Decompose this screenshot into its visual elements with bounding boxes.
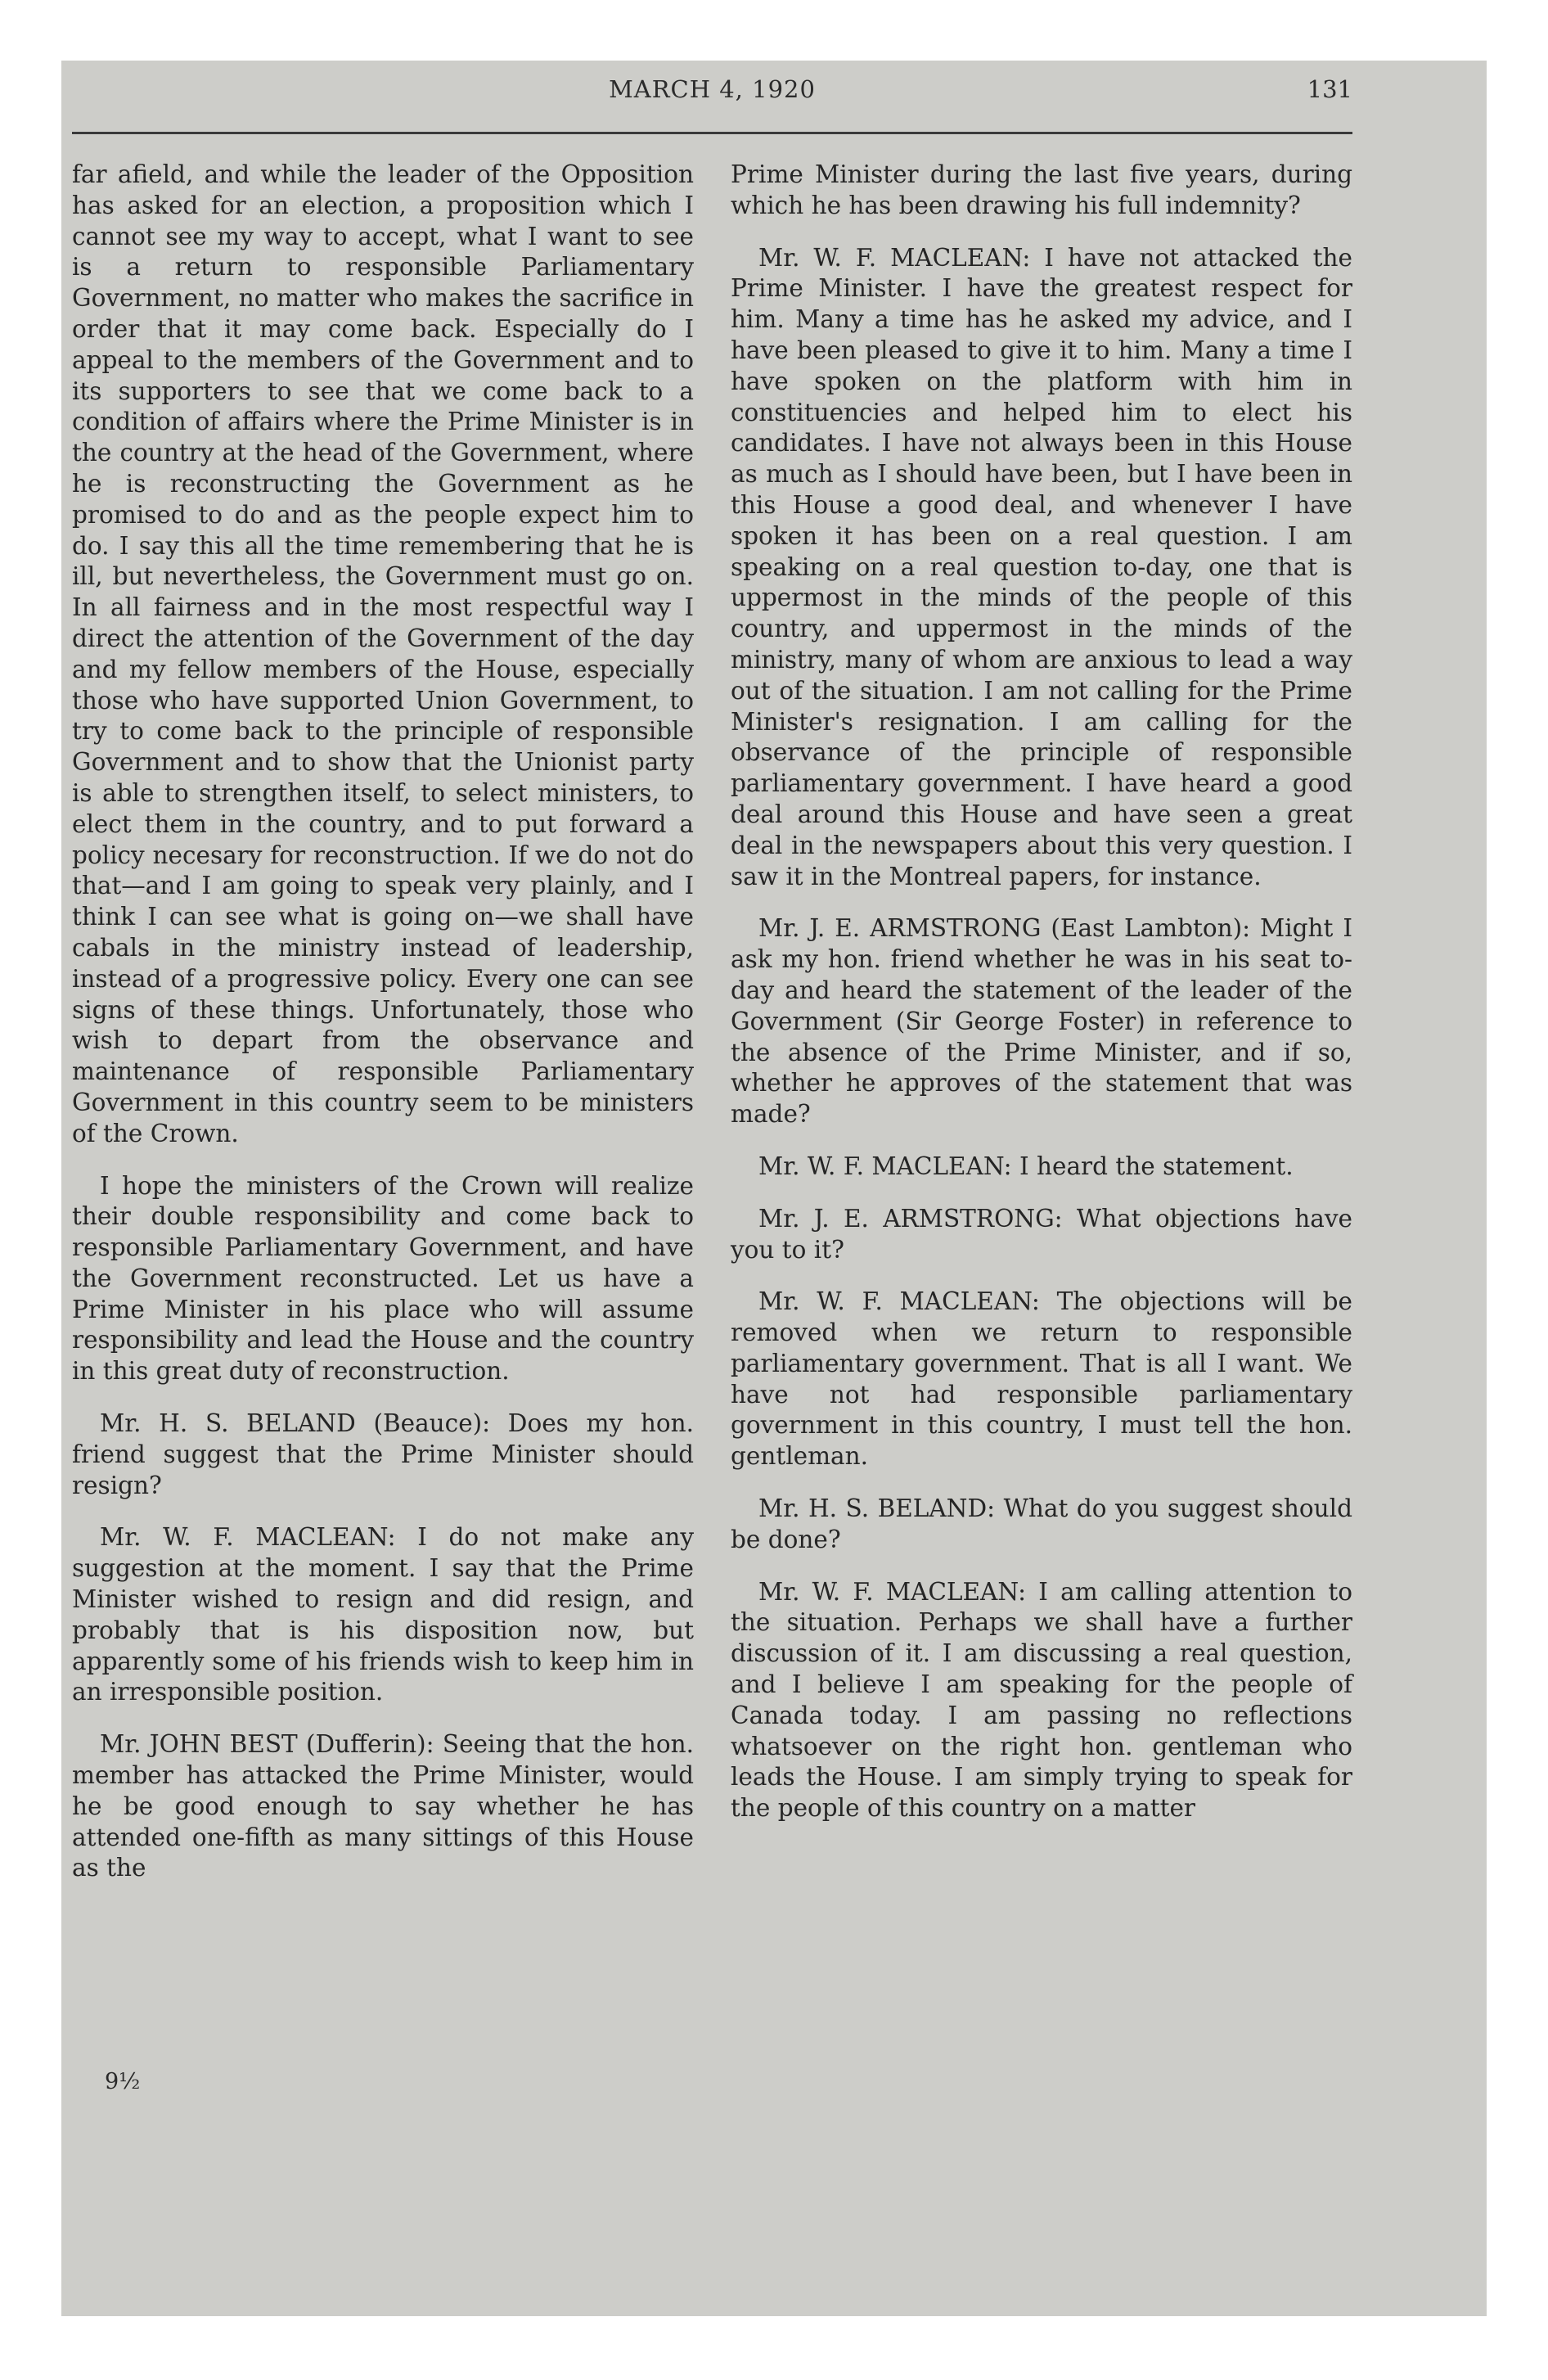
- paragraph: Mr. W. F. MACLEAN: The objections will be removed when we return to responsible parliamentary government. That is all I want. We have not had responsible parliamentary government in this country, I must tell the hon. gentleman.: [731, 1287, 1352, 1471]
- paragraph: far afield, and while the leader of the Opposition has asked for an election, a proposition which I cannot see my way to accept, what I want to see is a return to responsible Parliamentary Government, no matter who makes the sacrifice in order that it may come back. Especially do I appeal to the members of the Government and to its supporters to see that we come back to a condition of affairs where the Prime Minister is in the country at the head of the Government, where he is reconstructing the Government as he promised to do and as the people expect him to do. I say this all the time remembering that he is ill, but nevertheless, the Government must go on. In all fairness and in the most respectful way I direct the attention of the Government of the day and my fellow members of the House, especially those who have supported Union Government, to try to come back to the principle of responsible Government and to show that the Unionist party is able to strengthen itself, to select ministers, to elect them in the country, and to put forward a policy necesary for reconstruction. If we do not do that—and I am going to speak very plainly, and I think I can see what is going on—we shall have cabals in the ministry instead of leadership, instead of a progressive policy. Every one can see signs of these things. Unfortunately, those who wish to depart from the observance and maintenance of responsible Parliamentary Government in this country seem to be ministers of the Crown.: [72, 160, 694, 1147]
- left-column: [72, 160, 694, 1905]
- signature-mark: 9½: [105, 2069, 141, 2094]
- page-number: 131: [1307, 75, 1352, 103]
- header-rule: [72, 132, 1352, 134]
- paragraph: Mr. H. S. BELAND: What do you suggest should be done?: [731, 1494, 1352, 1553]
- paragraph: Mr. J. E. ARMSTRONG: What objections have you to it?: [731, 1204, 1352, 1264]
- paragraph: Mr. JOHN BEST (Dufferin): Seeing that the hon. member has attacked the Prime Minister, would he be good enough to say whether he has attended one-fifth as many sittings of this House as the: [72, 1730, 694, 1882]
- paragraph: Mr. W. F. MACLEAN: I am calling attention to the situation. Perhaps we shall have a further discussion of it. I am discussing a real question, and I believe I am speaking for the people of Canada today. I am passing no reflections whatsoever on the right hon. gentleman who leads the House. I am simply trying to speak for the people of this country on a matter: [731, 1577, 1352, 1823]
- paragraph: Mr. W. F. MACLEAN: I heard the statement.: [758, 1152, 1294, 1180]
- paragraph: Mr. W. F. MACLEAN: I do not make any suggestion at the moment. I say that the Prime Minister wished to resign and did resign, and probably that is his disposition now, but apparently some of his friends wish to keep him in an irresponsible position.: [72, 1523, 694, 1706]
- running-head: MARCH 4, 1920: [609, 75, 816, 103]
- paragraph: Mr. H. S. BELAND (Beauce): Does my hon. friend suggest that the Prime Minister should resign?: [72, 1409, 694, 1499]
- page-header: [72, 75, 1352, 116]
- paragraph: I hope the ministers of the Crown will realize their double responsibility and come back to responsible Parliamentary Government, and have the Government reconstructed. Let us have a Prime Minister in his place who will assume responsibility and lead the House and the country in this great duty of reconstruction.: [72, 1171, 694, 1386]
- paragraph: Prime Minister during the last five years, during which he has been drawing his full indemnity?: [731, 160, 1352, 219]
- paragraph: Mr. J. E. ARMSTRONG (East Lambton): Might I ask my hon. friend whether he was in his seat to-day and heard the statement of the leader of the Government (Sir George Foster) in reference to the absence of the Prime Minister, and if so, whether he approves of the statement that was made?: [731, 914, 1352, 1129]
- paragraph: Mr. W. F. MACLEAN: I have not attacked the Prime Minister. I have the greatest respect for him. Many a time has he asked my advice, and I have been pleased to give it to him. Many a time I have spoken on the platform with him in constituencies and helped him to elect his candidates. I have not always been in this House as much as I should have been, but I have been in this House a good deal, and whenever I have spoken it has been on a real question. I am speaking on a real question to-day, one that is uppermost in the minds of the people of this country, and uppermost in the minds of the ministry, many of whom are anxious to lead a way out of the situation. I am not calling for the Prime Minister's resignation. I am calling for the observance of the principle of responsible parliamentary government. I have heard a good deal around this House and have seen a great deal in the newspapers about this very question. I saw it in the Montreal papers, for instance.: [731, 243, 1352, 890]
- right-column: [731, 160, 1352, 1846]
